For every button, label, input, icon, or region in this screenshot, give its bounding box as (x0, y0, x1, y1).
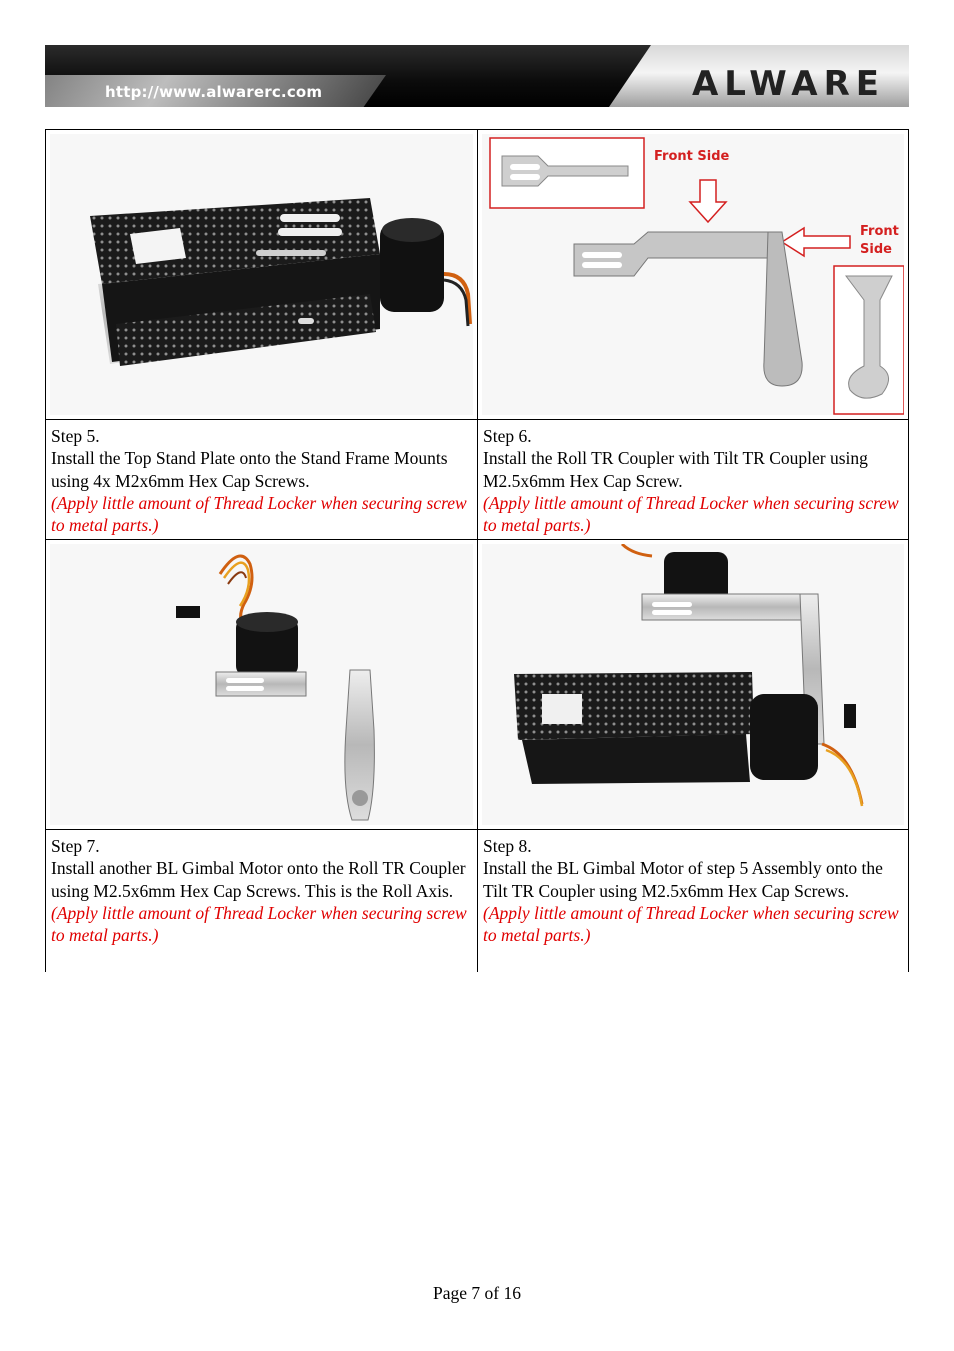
step6-photo (482, 134, 904, 415)
website-url[interactable]: http://www.alwarerc.com (105, 83, 323, 101)
step5-assembly-illustration (50, 134, 473, 415)
text-row-2 (45, 829, 909, 972)
header-banner (45, 45, 909, 107)
step6-title: Step 6. (483, 426, 532, 446)
step8-image-cell (477, 539, 909, 829)
step8-photo (482, 544, 904, 825)
side-callout: Side (860, 242, 892, 257)
step5-note: (Apply little amount of Thread Locker when securing screw to metal parts.) (51, 492, 467, 536)
step7-roll-axis-illustration (50, 544, 473, 825)
step5-image-cell (45, 129, 477, 419)
step5-photo (50, 134, 473, 415)
image-row-2 (45, 539, 909, 829)
page-number: Page 7 of 16 (433, 1283, 521, 1303)
step7-image-cell (45, 539, 477, 829)
step5-title: Step 5. (51, 426, 100, 446)
step8-note: (Apply little amount of Thread Locker when securing screw to metal parts.) (483, 902, 899, 946)
step8-tilt-assembly-illustration (482, 544, 904, 825)
steps-table (45, 129, 909, 972)
step6-text-cell (477, 419, 909, 539)
step6-note: (Apply little amount of Thread Locker when securing screw to metal parts.) (483, 492, 899, 536)
step5-instruction: Install the Top Stand Plate onto the Stand Frame Mounts using 4x M2x6mm Hex Cap Screws. (51, 448, 448, 491)
step7-instruction: Install another BL Gimbal Motor onto the Roll TR Coupler using M2.5x6mm Hex Cap Screws. This is the Roll Axis. (51, 858, 466, 901)
step5-text-cell (45, 419, 477, 539)
brand-logo: ALWARE (691, 64, 885, 104)
step7-text-cell (45, 829, 477, 972)
step8-title: Step 8. (483, 836, 532, 856)
front-callout: Front (860, 224, 899, 239)
front-side-callout: Front Side (654, 149, 730, 164)
image-row-1 (45, 129, 909, 419)
step6-image-cell (477, 129, 909, 419)
step8-instruction: Install the BL Gimbal Motor of step 5 Assembly onto the Tilt TR Coupler using M2.5x6mm Hex Cap Screws. (483, 858, 883, 901)
step6-coupler-illustration (482, 134, 904, 415)
step7-title: Step 7. (51, 836, 100, 856)
step8-text-cell (477, 829, 909, 972)
step6-instruction: Install the Roll TR Coupler with Tilt TR Coupler using M2.5x6mm Hex Cap Screw. (483, 448, 868, 491)
step7-note: (Apply little amount of Thread Locker when securing screw to metal parts.) (51, 902, 467, 946)
text-row-1 (45, 419, 909, 539)
step7-photo (50, 544, 473, 825)
